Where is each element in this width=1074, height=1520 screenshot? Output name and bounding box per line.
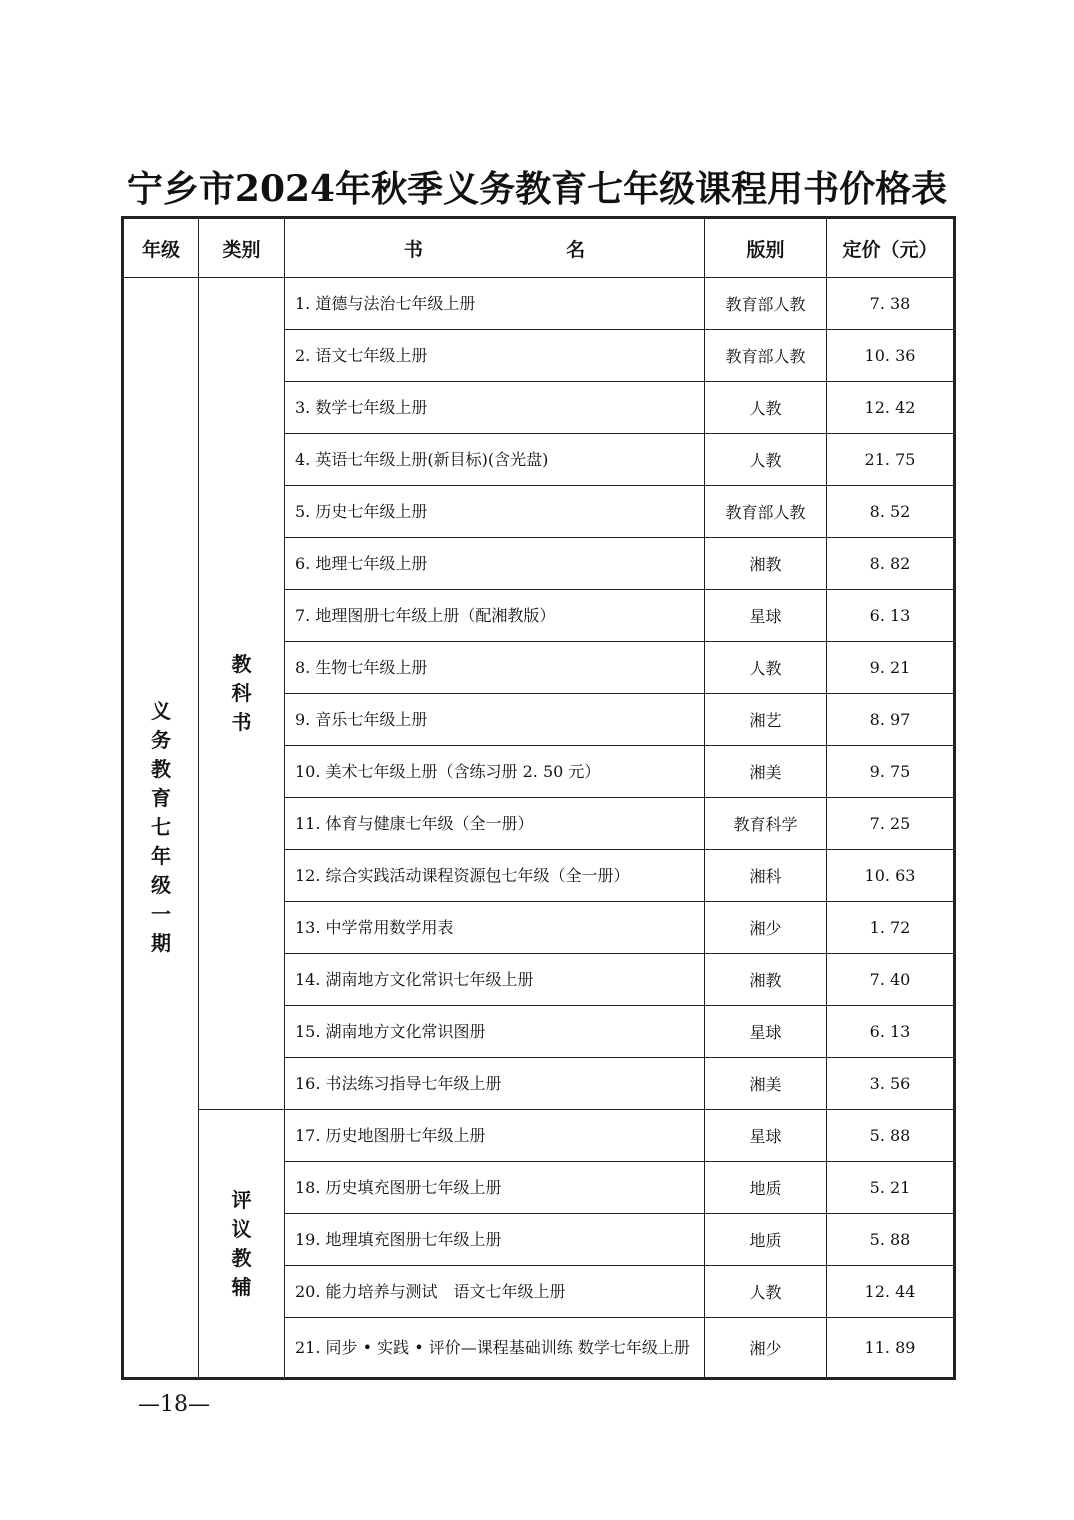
edition-cell: 教育部人教 (705, 330, 827, 382)
edition-cell: 湘少 (705, 1318, 827, 1379)
price-cell: 6. 13 (827, 590, 955, 642)
price-cell: 1. 72 (827, 902, 955, 954)
edition-cell: 湘艺 (705, 694, 827, 746)
price-cell: 8. 82 (827, 538, 955, 590)
book-name-cell: 14. 湖南地方文化常识七年级上册 (285, 954, 705, 1006)
price-cell: 7. 25 (827, 798, 955, 850)
price-cell: 11. 89 (827, 1318, 955, 1379)
edition-cell: 湘教 (705, 954, 827, 1006)
category-supplementary-label: 评议教辅 (231, 1187, 252, 1299)
book-name-cell: 15. 湖南地方文化常识图册 (285, 1006, 705, 1058)
price-cell: 7. 40 (827, 954, 955, 1006)
edition-cell: 星球 (705, 1110, 827, 1162)
book-name-cell: 6. 地理七年级上册 (285, 538, 705, 590)
price-cell: 9. 21 (827, 642, 955, 694)
price-cell: 6. 13 (827, 1006, 955, 1058)
book-name-cell: 4. 英语七年级上册(新目标)(含光盘) (285, 434, 705, 486)
edition-cell: 人教 (705, 642, 827, 694)
price-cell: 21. 75 (827, 434, 955, 486)
edition-cell: 地质 (705, 1214, 827, 1266)
edition-cell: 人教 (705, 1266, 827, 1318)
price-cell: 5. 88 (827, 1110, 955, 1162)
table-row (123, 278, 955, 330)
price-cell: 10. 36 (827, 330, 955, 382)
price-cell: 8. 97 (827, 694, 955, 746)
book-name-cell: 1. 道德与法治七年级上册 (285, 278, 705, 330)
book-name-cell: 16. 书法练习指导七年级上册 (285, 1058, 705, 1110)
grade-cell (123, 278, 199, 1379)
edition-cell: 星球 (705, 1006, 827, 1058)
header-book-name (285, 218, 705, 278)
price-table (121, 216, 956, 1380)
header-price: 定价（元） (827, 218, 955, 278)
price-cell: 5. 88 (827, 1214, 955, 1266)
price-cell: 7. 38 (827, 278, 955, 330)
book-name-cell: 17. 历史地图册七年级上册 (285, 1110, 705, 1162)
book-name-cell: 19. 地理填充图册七年级上册 (285, 1214, 705, 1266)
book-name-cell: 9. 音乐七年级上册 (285, 694, 705, 746)
book-name-cell: 18. 历史填充图册七年级上册 (285, 1162, 705, 1214)
page-title: 宁乡市2024年秋季义务教育七年级课程用书价格表 (126, 168, 948, 210)
edition-cell: 人教 (705, 382, 827, 434)
book-name-cell: 21. 同步 • 实践 • 评价—课程基础训练 数学七年级上册 (285, 1318, 705, 1379)
price-cell: 3. 56 (827, 1058, 955, 1110)
book-name-cell: 8. 生物七年级上册 (285, 642, 705, 694)
header-book-name-part2: 名 (566, 238, 586, 261)
book-name-cell: 7. 地理图册七年级上册（配湘教版） (285, 590, 705, 642)
book-name-cell: 12. 综合实践活动课程资源包七年级（全一册） (285, 850, 705, 902)
price-cell: 10. 63 (827, 850, 955, 902)
edition-cell: 人教 (705, 434, 827, 486)
price-cell: 5. 21 (827, 1162, 955, 1214)
category-textbook-label: 教科书 (231, 652, 252, 734)
edition-cell: 湘科 (705, 850, 827, 902)
grade-label: 义务教育七年级一期 (151, 699, 171, 955)
edition-cell: 湘少 (705, 902, 827, 954)
category-supplementary-cell (199, 1110, 285, 1379)
book-name-cell: 5. 历史七年级上册 (285, 486, 705, 538)
header-category: 类别 (199, 218, 285, 278)
price-cell: 9. 75 (827, 746, 955, 798)
edition-cell: 教育科学 (705, 798, 827, 850)
edition-cell: 湘教 (705, 538, 827, 590)
book-name-cell: 20. 能力培养与测试 语文七年级上册 (285, 1266, 705, 1318)
edition-cell: 湘美 (705, 1058, 827, 1110)
header-edition: 版别 (705, 218, 827, 278)
header-book-name-part1: 书 (403, 238, 423, 261)
book-name-cell: 11. 体育与健康七年级（全一册） (285, 798, 705, 850)
table-row (123, 1110, 955, 1162)
price-cell: 12. 42 (827, 382, 955, 434)
book-name-cell: 2. 语文七年级上册 (285, 330, 705, 382)
book-name-cell: 3. 数学七年级上册 (285, 382, 705, 434)
table-header-row (123, 218, 955, 278)
edition-cell: 星球 (705, 590, 827, 642)
header-grade: 年级 (123, 218, 199, 278)
category-textbook-cell (199, 278, 285, 1110)
price-cell: 8. 52 (827, 486, 955, 538)
edition-cell: 教育部人教 (705, 486, 827, 538)
edition-cell: 地质 (705, 1162, 827, 1214)
edition-cell: 湘美 (705, 746, 827, 798)
price-cell: 12. 44 (827, 1266, 955, 1318)
book-name-cell: 10. 美术七年级上册（含练习册 2. 50 元） (285, 746, 705, 798)
book-name-cell: 13. 中学常用数学用表 (285, 902, 705, 954)
page-number: —18— (138, 1392, 210, 1417)
edition-cell: 教育部人教 (705, 278, 827, 330)
